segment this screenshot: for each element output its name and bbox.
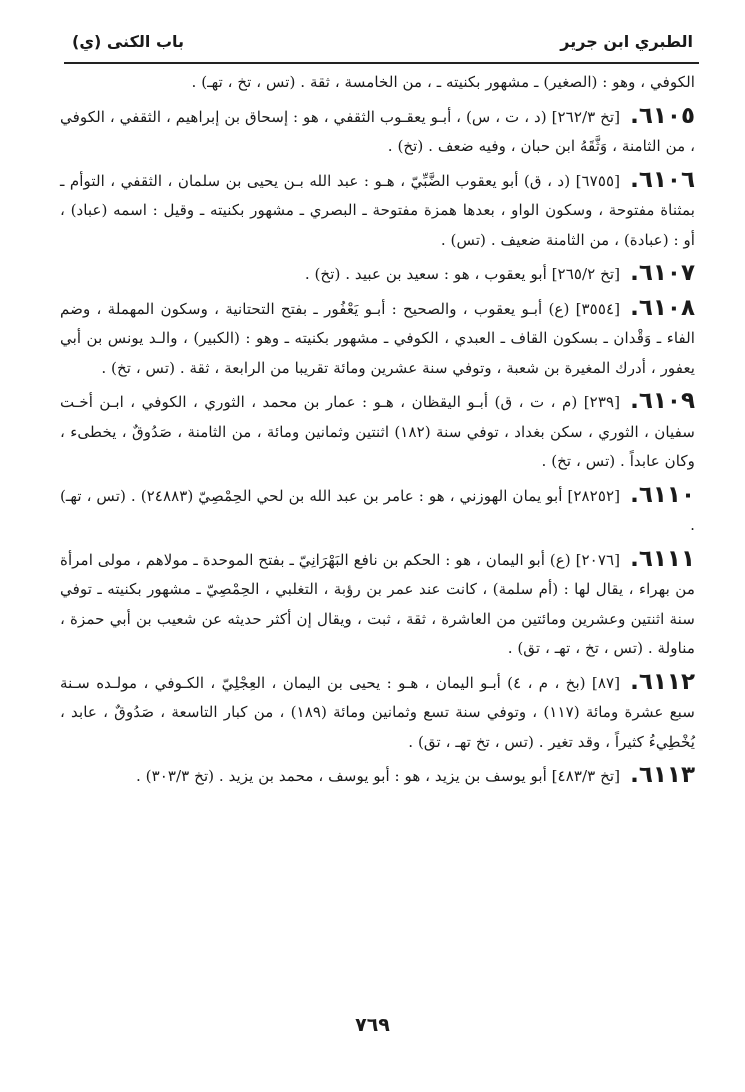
entry-6106 bbox=[60, 166, 695, 256]
entry-text: [٢٨٢٥٢] أبو يمان الهوزني ، هو : عامر بن عبد الله بن لحي الحِمْصِيّ (٢٤٨٨٣) . (تس ، تهـ) . bbox=[60, 486, 695, 534]
header-rule bbox=[64, 62, 699, 64]
entry-6110 bbox=[60, 481, 695, 541]
intro-paragraph: الكوفي ، وهو : (الصغير) ـ مشهور بكنيته ـ ، من الخامسة ، ثقة . (تس ، تخ ، تهـ) . bbox=[191, 73, 695, 91]
entry-number: ٦١٠٥. bbox=[630, 102, 695, 129]
entry-text: [تخ ٢٦٢/٣] (د ، ت ، س) ، أبـو يعقـوب الثقفي ، هو : إسحاق بن إبراهيم ، الثقفي ، الكوفي ، من الثامنة ، وَثَّقَهُ ابن حبان ، وفيه ضعف . (تخ) . bbox=[60, 107, 695, 155]
entry-6105 bbox=[60, 102, 695, 162]
entry-number: ٦١١١. bbox=[630, 545, 695, 572]
entry-6108 bbox=[60, 294, 695, 384]
entry-number: ٦١٠٨. bbox=[630, 294, 695, 321]
entry-6107 bbox=[60, 259, 695, 290]
entry-6109 bbox=[60, 387, 695, 477]
entry-number: ٦١١٠. bbox=[630, 481, 695, 508]
entry-number: ٦١٠٦. bbox=[630, 166, 695, 193]
page-body bbox=[60, 68, 695, 792]
entry-text: [٨٧] (بخ ، م ، ٤) أبـو اليمان ، هـو : يحيى بن اليمان ، العِجْلِيّ ، الكـوفي ، مولـده سـنة سبع عشرة ومائة (١١٧) ، وتوفي سنة تسع وثمانين ومائة (١٨٩) ، من كبار التاسعة ، صَدُوقٌ ، عابد ، يُخْطِيءُ كثيراً ، وقد تغير . (تس ، تخ تهـ ، تق) . bbox=[60, 673, 695, 751]
entry-text: [تخ ٢٦٥/٢] أبو يعقوب ، هو : سعيد بن عبيد . (تخ) . bbox=[304, 265, 621, 283]
entry-number: ٦١٠٩. bbox=[630, 388, 695, 414]
entry-text: [تخ ٤٨٣/٣] أبو يوسف بن يزيد ، هو : أبو يوسف ، محمد بن يزيد . (تخ ٣٠٣/٣) . bbox=[135, 767, 621, 785]
entry-number: ٦١١٢. bbox=[630, 668, 695, 695]
entry-6113 bbox=[60, 761, 695, 792]
entry-number: ٦١٠٧. bbox=[630, 260, 695, 286]
entry-6111 bbox=[60, 545, 695, 664]
entry-text: [٢٣٩] (م ، ت ، ق) أبـو اليقظان ، هـو : عمار بن محمد ، الثوري ، الكوفي ، ابـن أخـت سفيان ، الثوري ، سكن بغداد ، توفي سنة (١٨٢) اثنتين وثمانين ومائة ، من الثامنة ، صَدُوقٌ ، يخطىء ، وكان عابداً . (تس ، تخ) . bbox=[60, 393, 695, 470]
entry-text: [٢٠٧٦] (ع) أبو اليمان ، هو : الحكم بن نافع البَهْرَانِيّ ـ بفتح الموحدة ـ مولاهم ، مولى امرأة من بهراء ، يقال لها : (أم سلمة) ، كانت عند عمر بن رؤبة ، التغلبي ، الحِمْصِيّ ـ مشهور بكنيته ـ توفي سنة اثنتين وعشرين ومائتين من العاشرة ، ثقة ، ثبت ، ويقال إن أكثر حديثه عن شعيب بن أبي حمزة ، مناولة . (تس ، تخ ، تهـ ، تق) . bbox=[60, 550, 695, 657]
page-number: ٧٦٩ bbox=[355, 1014, 390, 1036]
entry-number: ٦١١٣. bbox=[630, 762, 695, 788]
entry-text: [٣٥٥٤] (ع) أبـو يعقوب ، والصحيح : أبـو يَعْفُور ـ بفتح التحتانية ، وسكون المهملة ، وضم الفاء ـ وَقْدان ـ بسكون القاف ـ العبدي ، الكوفي ـ مشهور بكنيته ـ وهو : (الكبير) ، والـد يونس بن أبي يعفور ، أدرك المغيرة بن شعبة ، وتوفي سنة عشرين ومائة تقريبا من الرابعة ، ثقة . (تس ، تخ) . bbox=[60, 299, 695, 377]
header-left-title: باب الكنى (ي) bbox=[72, 31, 185, 51]
header-right-title: الطبري ابن جرير bbox=[560, 31, 693, 51]
running-header bbox=[72, 26, 693, 56]
entry-text: [٦٧٥٥] (د ، ق) أبو يعقوب الضَّبِّيّ ، هـو : عبد الله بـن يحيى بن سلمان ، الثقفي ، التوأم ـ بمثناة مفتوحة ، وسكون الواو ، بعدها همزة مفتوحة ـ البصري ـ مشهور بكنيته ـ وقيل : اسمه (عباد) ، أو : (عبادة) ، من الثامنة ضعيف . (تس) . bbox=[60, 171, 695, 249]
entry-6112 bbox=[60, 668, 695, 758]
